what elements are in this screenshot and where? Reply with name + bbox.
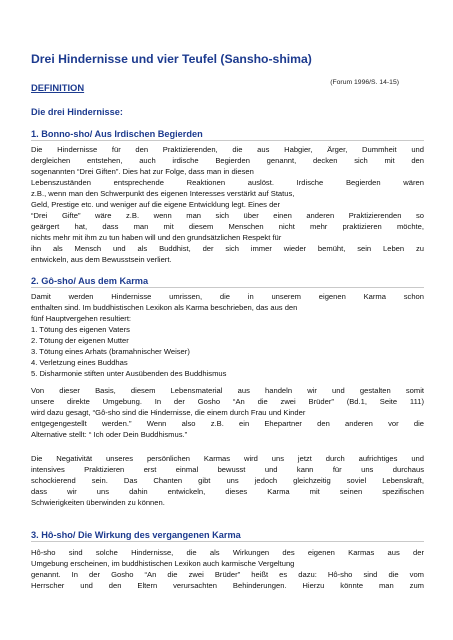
text-line: Geld, Prestige etc. und weniger auf die eigene Entwicklung legt. Eines der — [31, 200, 281, 209]
text-line: entgegengestellt werden.” Wenn also z.B. ein Ehepartner den anderen vor die — [31, 419, 424, 428]
text-line: schockierend sein. Das Chanten gibt uns jedoch gleichzeitig soviel Lebenskraft, — [31, 476, 424, 485]
text-line: Damit werden Hindernisse umrissen, die in unserem eigenen Karma schon — [31, 292, 424, 301]
text-line: Lebenszuständen entsprechende Reaktionen auslöst. Irdische Begierden wären — [31, 178, 424, 187]
text-line: genannt. In der Gosho “An die zwei Brüder” heißt es dazu: Hô-sho sind die vom — [31, 570, 424, 579]
text-line: Die Hindernisse für den Praktizierenden, die aus Habgier, Ärger, Dummheit und — [31, 145, 424, 154]
subtitle-heading: Die drei Hindernisse: — [31, 107, 123, 117]
source-reference: (Forum 1996/S. 14-15) — [330, 79, 399, 86]
text-line: geärgert hat, dass man mit diesem Menschen nicht mehr praktizieren möchte, — [31, 222, 424, 231]
list-item: 1. Tötung des eigenen Vaters — [31, 325, 130, 334]
text-line: fünf Hauptvergehen resultiert: — [31, 314, 132, 323]
text-line: Alternative stellt: “ Ich oder Dein Buddhismus.” — [31, 430, 188, 439]
definition-link[interactable]: DEFINITION — [31, 82, 85, 93]
text-line: Schwierigkeiten überwinden zu können. — [31, 498, 165, 507]
text-line: sogenannten “Drei Giften”. Dies hat zur Folge, dass man in diesen — [31, 167, 254, 176]
text-line: wird dazu gesagt, “Gô-sho sind die Hindernisse, die einem durch Frau und Kinder — [31, 408, 306, 417]
text-line: ihn als Mensch und als Buddhist, der sich immer wieder bemüht, sein Leben zu — [31, 244, 424, 253]
section-3-heading: 3. Hô-sho/ Die Wirkung des vergangenen Karma — [31, 530, 241, 540]
text-line: Von dieser Basis, diesem Lebensmaterial aus handeln wir und gestalten somit — [31, 386, 424, 395]
section-1-heading: 1. Bonno-sho/ Aus Irdischen Begierden — [31, 129, 203, 139]
text-line: z.B., wenn man den Schwerpunkt des eigenen Interesses verstärkt auf Status, — [31, 189, 295, 198]
section-1-paragraph — [31, 144, 424, 265]
section-2-paragraph-3 — [31, 453, 424, 508]
list-item: 3. Tötung eines Arhats (bramahnischer Weiser) — [31, 347, 190, 356]
text-line: “Drei Gifte” wäre z.B. wenn man sich über einen anderen Praktizierenden so — [31, 211, 424, 220]
text-line: Die Negativität unseres persönlichen Karmas wird uns jetzt durch aufrichtiges und — [31, 454, 424, 463]
section-2-divider — [31, 287, 424, 288]
text-line: Umgebung erscheinen, im buddhistischen Lexikon auch karmische Vergeltung — [31, 559, 295, 568]
text-line: Hô-sho sind solche Hindernisse, die als Wirkungen des eigenen Karmas aus der — [31, 548, 424, 557]
section-2-heading: 2. Gô-sho/ Aus dem Karma — [31, 276, 149, 286]
page-title: Drei Hindernisse und vier Teufel (Sansho-shima) — [31, 52, 312, 66]
text-line: Herrscher und den Eltern verursachten Behinderungen. Hierzu könnte man zum — [31, 581, 424, 590]
text-line: dass wir uns dahin entwickeln, dieses Karma mit seinen spezifischen — [31, 487, 424, 496]
text-line: nichts mehr mit ihm zu tun haben will und den grundsätzlichen Respekt für — [31, 233, 282, 242]
section-3-paragraph — [31, 547, 424, 591]
text-line: unsere direkte Umgebung. In der Gosho “An die zwei Brüder” (Bd.1, Seite 111) — [31, 397, 424, 406]
section-1-divider — [31, 140, 424, 141]
text-line: dergleichen entstehen, auch irdische Begierden genannt, decken sich mit den — [31, 156, 424, 165]
definition-row — [31, 78, 421, 96]
text-line: intensives Praktizieren erst einmal bewusst und kann für uns durchaus — [31, 465, 424, 474]
section-2-paragraph-1 — [31, 291, 424, 379]
text-line: entwickeln, aus dem Bewusstsein verliert. — [31, 255, 172, 264]
section-3-divider — [31, 541, 424, 542]
list-item: 5. Disharmonie stiften unter Ausübenden des Buddhismus — [31, 369, 227, 378]
text-line: enthalten sind. Im buddhistischen Lexikon als Karma beschrieben, das aus den — [31, 303, 298, 312]
section-2-paragraph-2 — [31, 385, 424, 440]
list-item: 2. Tötung der eigenen Mutter — [31, 336, 129, 345]
list-item: 4. Verletzung eines Buddhas — [31, 358, 128, 367]
